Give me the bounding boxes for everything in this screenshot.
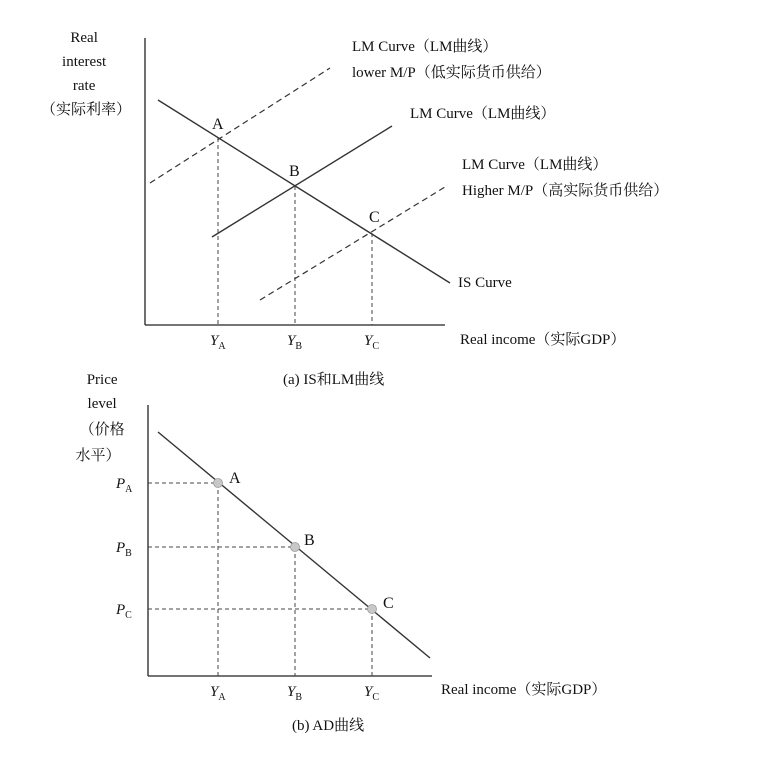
- panel-b-caption: (b) AD曲线: [292, 718, 365, 734]
- panel-a-tick-ya: $Y_A$: [210, 333, 226, 352]
- panel-b-tick-yc: $Y_C$: [364, 684, 380, 703]
- lm-curve-low: [150, 68, 330, 183]
- is-curve: [158, 100, 450, 283]
- panel-a-x-label: Real income（实际GDP）: [460, 332, 626, 348]
- panel-b-x-label: Real income（实际GDP）: [441, 682, 607, 698]
- panel-b-tick-pc: $P_C$: [116, 602, 132, 621]
- panel-b-point-b: B: [304, 532, 315, 549]
- panel-b-point-b-marker: [291, 543, 300, 552]
- panel-a-tick-yc: $Y_C$: [364, 333, 380, 352]
- panel-b-tick-yb: $Y_B$: [287, 684, 303, 703]
- is-curve-label: IS Curve: [458, 275, 512, 291]
- lm-curve-high-label: LM Curve（LM曲线） Higher M/P（高实际货币供给）: [462, 157, 669, 199]
- panel-b-point-a-marker: [214, 479, 223, 488]
- panel-b: [75, 372, 606, 734]
- panel-a-caption: (a) IS和LM曲线: [283, 372, 385, 388]
- lm-curve-low-label: LM Curve（LM曲线） lower M/P（低实际货币供给）: [352, 39, 551, 81]
- lm-curve-label: LM Curve（LM曲线）: [410, 106, 556, 122]
- panel-a: [41, 30, 668, 388]
- panel-a-tick-yb: $Y_B$: [287, 333, 303, 352]
- panel-a-point-c: C: [369, 209, 380, 226]
- lm-curve: [212, 126, 392, 237]
- panel-b-y-label: Price level （价格 水平）: [75, 372, 125, 464]
- panel-b-point-c: C: [383, 595, 394, 612]
- panel-a-point-b: B: [289, 163, 300, 180]
- panel-b-point-a: A: [229, 470, 241, 487]
- panel-b-tick-pa: $P_A$: [116, 476, 133, 495]
- panel-a-y-label: Real interest rate （实际利率）: [40, 30, 132, 118]
- panel-b-tick-pb: $P_B$: [116, 540, 132, 559]
- panel-a-point-a: A: [212, 116, 224, 133]
- panel-b-point-c-marker: [368, 605, 377, 614]
- panel-b-tick-ya: $Y_A$: [210, 684, 226, 703]
- lm-curve-high: [260, 187, 445, 300]
